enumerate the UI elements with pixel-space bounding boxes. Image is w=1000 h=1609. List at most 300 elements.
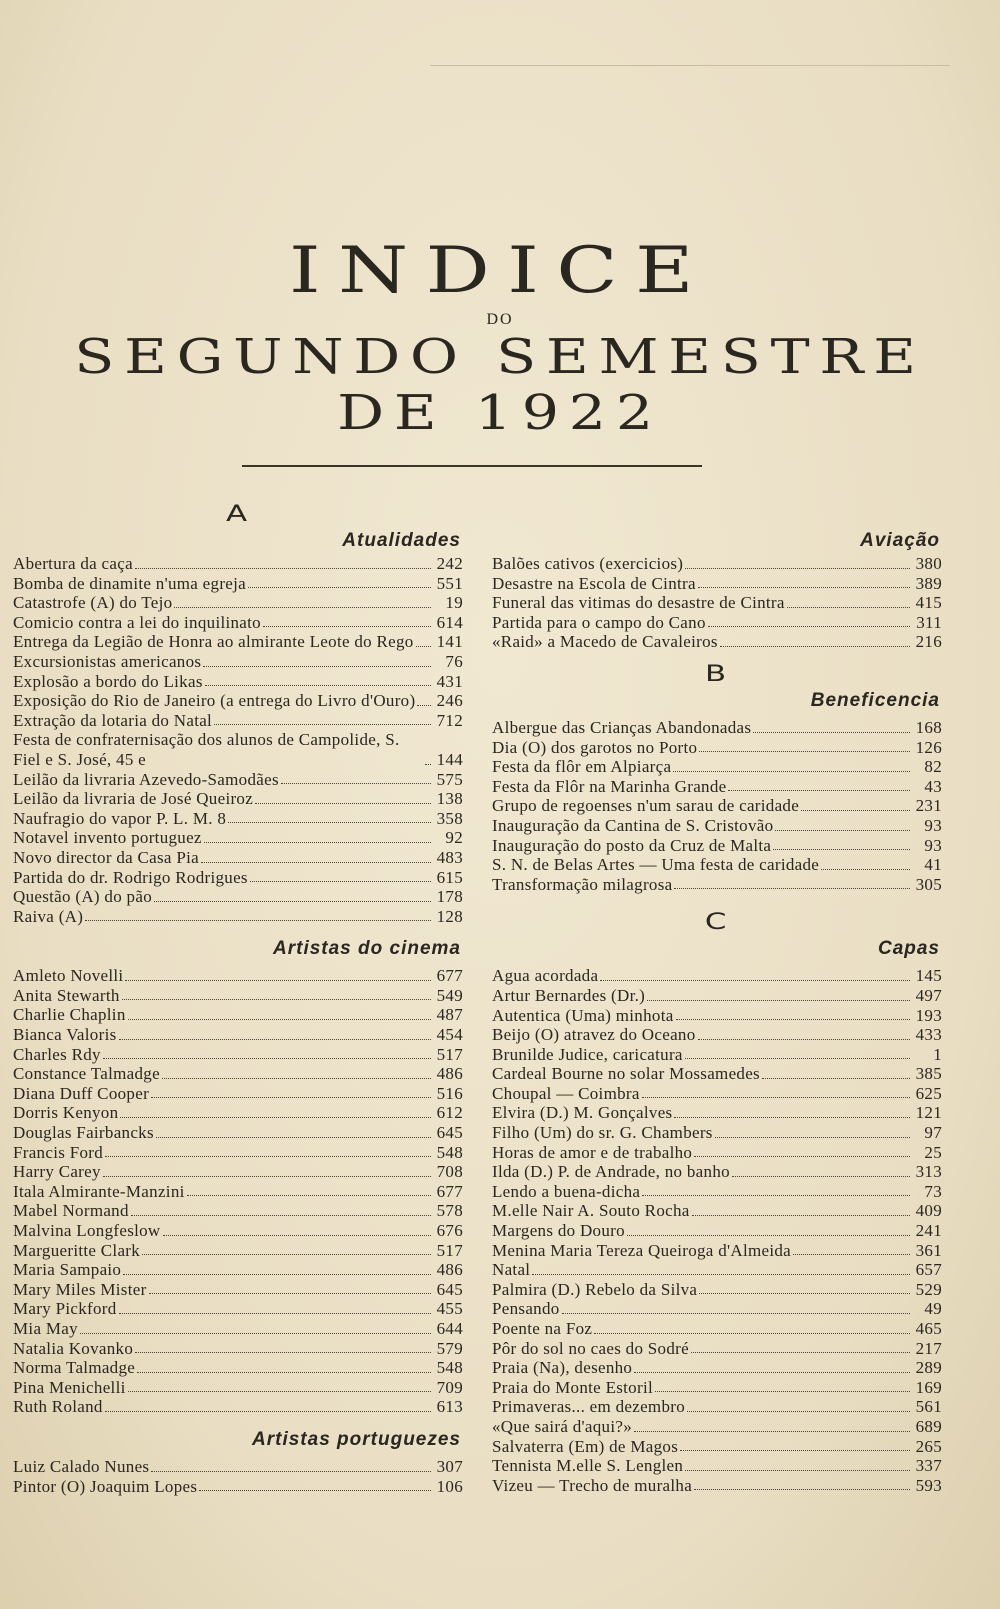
index-entry xyxy=(13,789,463,809)
leader-dots xyxy=(151,1097,431,1098)
leader-dots xyxy=(120,1117,431,1118)
entry-page-number: 389 xyxy=(915,573,942,593)
index-entry xyxy=(492,593,942,613)
leader-dots xyxy=(673,771,910,772)
index-entry xyxy=(492,554,942,574)
leader-dots xyxy=(793,1254,910,1255)
entry-title: M.elle Nair A. Souto Rocha xyxy=(492,1201,690,1221)
entry-page-number: 138 xyxy=(436,789,463,809)
index-entry xyxy=(492,816,942,836)
index-entry xyxy=(492,574,942,594)
leader-dots xyxy=(154,901,431,902)
section-heading-cinema: Artistas do cinema xyxy=(273,938,461,960)
entry-title: Catastrofe (A) do Tejo xyxy=(13,593,173,613)
index-entry xyxy=(13,1260,463,1280)
leader-dots xyxy=(685,1470,910,1471)
entry-page-number: 307 xyxy=(436,1456,463,1476)
entry-page-number: 708 xyxy=(436,1162,463,1182)
entry-title: Leilão da livraria Azevedo-Samodães xyxy=(13,769,279,789)
index-entry xyxy=(13,1397,463,1417)
entry-page-number: 358 xyxy=(436,808,463,828)
index-entry xyxy=(13,1064,463,1084)
entry-page-number: 433 xyxy=(915,1025,942,1045)
index-entry xyxy=(13,986,463,1006)
entry-page-number: 178 xyxy=(436,887,463,907)
section-heading-atualidades: Atualidades xyxy=(342,530,461,551)
section-heading-beneficencia: Beneficencia xyxy=(810,689,940,711)
entry-title: Praia do Monte Estoril xyxy=(492,1377,653,1397)
entry-page-number: 385 xyxy=(915,1064,942,1084)
leader-dots xyxy=(655,1391,910,1392)
entry-page-number: 712 xyxy=(436,710,463,730)
entry-title: Funeral das vitimas do desastre de Cintra xyxy=(492,593,785,613)
leader-dots xyxy=(103,1176,431,1177)
title-rule xyxy=(242,465,702,467)
leader-dots xyxy=(417,705,431,706)
leader-dots xyxy=(149,1293,431,1294)
entry-page-number: 614 xyxy=(436,612,463,632)
index-entry xyxy=(13,711,463,731)
entry-title: Tennista M.elle S. Lenglen xyxy=(492,1456,684,1476)
letter-heading-a: A xyxy=(226,502,250,527)
leader-dots xyxy=(85,920,431,921)
entry-page-number: 169 xyxy=(915,1377,942,1397)
entry-page-number: 25 xyxy=(924,1142,942,1162)
entry-title: Excursionistas americanos xyxy=(13,651,202,671)
entry-title: Luiz Calado Nunes xyxy=(13,1456,150,1476)
list-portuguezes xyxy=(13,1457,463,1496)
entry-title: Abertura da caça xyxy=(13,554,133,573)
entry-title: S. N. de Belas Artes — Uma festa de caridade xyxy=(492,855,820,875)
index-entry xyxy=(13,868,463,888)
leader-dots xyxy=(131,1215,431,1216)
leader-dots xyxy=(281,783,431,784)
leader-dots xyxy=(676,1019,910,1020)
entry-title: Leilão da livraria de José Queiroz xyxy=(13,789,254,809)
leader-dots xyxy=(715,1137,910,1138)
leader-dots xyxy=(600,980,910,981)
leader-dots xyxy=(103,1058,431,1059)
list-capas xyxy=(492,966,942,1495)
entry-page-number: 625 xyxy=(915,1083,942,1103)
entry-page-number: 97 xyxy=(924,1123,942,1143)
entry-title: Agua acordada xyxy=(492,966,599,986)
index-entry xyxy=(13,1280,463,1300)
section-heading-capas: Capas xyxy=(877,938,940,960)
leader-dots xyxy=(562,1313,910,1314)
index-entry xyxy=(492,1456,942,1476)
leader-dots xyxy=(801,810,910,811)
index-entry xyxy=(492,986,942,1006)
entry-title: Extração da lotaria do Natal xyxy=(13,710,213,730)
entry-title: Cardeal Bourne no solar Mossamedes xyxy=(492,1064,760,1084)
index-entry xyxy=(492,875,942,895)
index-entry xyxy=(492,1378,942,1398)
entry-title: Salvaterra (Em) de Magos xyxy=(492,1436,679,1456)
leader-dots xyxy=(694,1489,910,1490)
index-entry xyxy=(492,1103,942,1123)
index-entry xyxy=(492,1241,942,1261)
entry-page-number: 645 xyxy=(436,1279,463,1299)
index-entry xyxy=(492,1182,942,1202)
title-line-semester: SEGUNDO SEMESTRE xyxy=(74,329,926,385)
leader-dots xyxy=(594,1333,910,1334)
entry-title: Vizeu — Trecho de muralha xyxy=(492,1475,693,1495)
leader-dots xyxy=(674,1117,910,1118)
leader-dots xyxy=(687,1411,910,1412)
index-entry xyxy=(492,1162,942,1182)
leader-dots xyxy=(214,724,431,725)
entry-page-number: 144 xyxy=(436,749,463,769)
entry-page-number: 242 xyxy=(436,554,463,573)
index-entry xyxy=(492,796,942,816)
entry-page-number: 241 xyxy=(915,1221,942,1241)
entry-page-number: 549 xyxy=(436,985,463,1005)
entry-title: Natal xyxy=(492,1260,531,1280)
entry-page-number: 677 xyxy=(436,1181,463,1201)
index-entry xyxy=(13,1457,463,1477)
index-entry xyxy=(492,1123,942,1143)
entry-page-number: 92 xyxy=(445,828,463,848)
entry-title: Anita Stewarth xyxy=(13,985,120,1005)
entry-title: Bomba de dinamite n'uma egreja xyxy=(13,573,246,593)
top-rule xyxy=(430,65,950,66)
index-entry xyxy=(13,828,463,848)
index-entry xyxy=(13,809,463,829)
index-entry xyxy=(13,1241,463,1261)
leader-dots xyxy=(698,1039,910,1040)
leader-dots xyxy=(187,1195,431,1196)
right-column xyxy=(492,502,942,1495)
entry-page-number: 465 xyxy=(915,1319,942,1338)
leader-dots xyxy=(425,764,431,765)
entry-title: Norma Talmadge xyxy=(13,1358,136,1378)
page-title: INDICE xyxy=(289,234,711,308)
index-entry xyxy=(492,1201,942,1221)
entry-page-number: 409 xyxy=(915,1201,942,1221)
entry-page-number: 93 xyxy=(924,815,942,835)
leader-dots xyxy=(151,1471,431,1472)
entry-title: Douglas Fairbancks xyxy=(13,1123,154,1143)
index-entry xyxy=(13,770,463,790)
index-entry xyxy=(492,836,942,856)
index-entry xyxy=(13,966,463,986)
index-entry xyxy=(492,1358,942,1378)
leader-dots xyxy=(263,626,431,627)
index-entry xyxy=(13,730,463,769)
entry-title: Notavel invento portuguez xyxy=(13,828,202,848)
entry-page-number: 128 xyxy=(436,906,463,926)
entry-title: Balões cativos (exercicios) xyxy=(492,554,684,573)
entry-title: Raiva (A) xyxy=(13,906,84,926)
entry-title: Inauguração do posto da Cruz de Malta xyxy=(492,835,772,855)
index-entry xyxy=(492,1084,942,1104)
entry-title: Mabel Normand xyxy=(13,1201,129,1221)
index-entry xyxy=(13,887,463,907)
entry-page-number: 645 xyxy=(436,1123,463,1143)
left-column xyxy=(13,502,463,1496)
leader-dots xyxy=(685,1058,910,1059)
index-entry xyxy=(13,574,463,594)
leader-dots xyxy=(691,1352,910,1353)
entry-title: Malvina Longfeslow xyxy=(13,1221,161,1240)
entry-title: Autentica (Uma) minhota xyxy=(492,1005,674,1025)
index-entry xyxy=(492,1437,942,1457)
leader-dots xyxy=(627,1235,910,1236)
leader-dots xyxy=(248,587,431,588)
index-entry xyxy=(13,1319,463,1339)
index-entry xyxy=(492,632,942,652)
leader-dots xyxy=(787,607,910,608)
index-entry xyxy=(492,1143,942,1163)
entry-page-number: 657 xyxy=(915,1260,942,1280)
leader-dots xyxy=(199,1490,431,1491)
leader-dots xyxy=(142,1254,431,1255)
entry-page-number: 168 xyxy=(915,717,942,737)
entry-page-number: 561 xyxy=(915,1397,942,1417)
leader-dots xyxy=(642,1195,910,1196)
entry-title: Mary Pickford xyxy=(13,1299,117,1319)
leader-dots xyxy=(123,1274,431,1275)
leader-dots xyxy=(685,568,910,569)
leader-dots xyxy=(119,1313,431,1314)
entry-title: Mary Miles Mister xyxy=(13,1279,147,1299)
entry-page-number: 289 xyxy=(915,1358,942,1378)
index-entry xyxy=(13,848,463,868)
index-entry xyxy=(492,1280,942,1300)
leader-dots xyxy=(203,666,431,667)
leader-dots xyxy=(156,1137,431,1138)
entry-title: Entrega da Legião de Honra ao almirante Leote do Rego xyxy=(13,632,414,652)
index-entry xyxy=(492,613,942,633)
entry-page-number: 644 xyxy=(436,1318,463,1338)
index-entry xyxy=(13,1201,463,1221)
entry-page-number: 216 xyxy=(915,632,942,652)
entry-page-number: 126 xyxy=(915,737,942,757)
list-cinema xyxy=(13,966,463,1417)
entry-title: Poente na Foz xyxy=(492,1319,593,1338)
entry-page-number: 82 xyxy=(924,757,942,777)
index-entry xyxy=(492,1221,942,1241)
leader-dots xyxy=(201,862,431,863)
leader-dots xyxy=(634,1431,910,1432)
entry-page-number: 217 xyxy=(915,1338,942,1358)
index-entry xyxy=(492,966,942,986)
leader-dots xyxy=(732,1176,910,1177)
entry-page-number: 612 xyxy=(436,1103,463,1123)
index-entry xyxy=(13,1005,463,1025)
entry-title: Maria Sampaio xyxy=(13,1260,122,1280)
index-entry xyxy=(13,1477,463,1497)
entry-page-number: 49 xyxy=(924,1299,942,1319)
entry-title: Constance Talmadge xyxy=(13,1064,160,1084)
entry-title: Primaveras... em dezembro xyxy=(492,1397,686,1417)
entry-page-number: 551 xyxy=(436,573,463,593)
entry-title: Charles Rdy xyxy=(13,1044,101,1064)
leader-dots xyxy=(128,1019,431,1020)
entry-page-number: 43 xyxy=(924,776,942,796)
index-entry xyxy=(13,1358,463,1378)
index-entry xyxy=(492,1006,942,1026)
index-entry xyxy=(13,554,463,574)
index-entry xyxy=(492,757,942,777)
entry-page-number: 483 xyxy=(436,847,463,867)
leader-dots xyxy=(163,1235,431,1236)
leader-dots xyxy=(674,888,910,889)
entry-page-number: 121 xyxy=(915,1103,942,1123)
entry-title: Harry Carey xyxy=(13,1162,101,1182)
entry-page-number: 486 xyxy=(436,1260,463,1280)
entry-page-number: 486 xyxy=(436,1064,463,1084)
index-entry xyxy=(492,718,942,738)
entry-page-number: 361 xyxy=(915,1240,942,1260)
leader-dots xyxy=(105,1411,431,1412)
entry-title: Filho (Um) do sr. G. Chambers xyxy=(492,1123,713,1143)
entry-title: Festa da flôr em Alpiarça xyxy=(492,757,672,777)
entry-title: Amleto Novelli xyxy=(13,966,124,986)
entry-title: Charlie Chaplin xyxy=(13,1005,126,1025)
entry-page-number: 313 xyxy=(915,1162,942,1182)
leader-dots xyxy=(642,1097,910,1098)
leader-dots xyxy=(680,1450,910,1451)
entry-title: Questão (A) do pão xyxy=(13,887,153,907)
entry-title: Desastre na Escola de Cintra xyxy=(492,573,696,593)
index-entry xyxy=(13,1045,463,1065)
entry-title: Margens do Douro xyxy=(492,1221,625,1241)
entry-title: Albergue das Crianças Abandonadas xyxy=(492,717,752,737)
letter-heading-b: B xyxy=(705,661,729,687)
entry-page-number: 517 xyxy=(436,1044,463,1064)
list-aviacao xyxy=(492,554,942,652)
entry-page-number: 311 xyxy=(916,612,942,632)
entry-title: Margueritte Clark xyxy=(13,1240,141,1260)
entry-page-number: 246 xyxy=(436,691,463,711)
index-entry xyxy=(13,1221,463,1241)
leader-dots xyxy=(775,830,910,831)
index-entry xyxy=(13,1299,463,1319)
index-entry xyxy=(13,691,463,711)
entry-page-number: 73 xyxy=(924,1181,942,1201)
title-connector: DO xyxy=(486,311,514,328)
leader-dots xyxy=(204,842,431,843)
leader-dots xyxy=(137,1372,431,1373)
entry-page-number: 689 xyxy=(915,1416,942,1436)
section-heading-portuguezes: Artistas portuguezes xyxy=(252,1428,461,1450)
entry-title: Festa da Flôr na Marinha Grande xyxy=(492,776,727,796)
index-entry xyxy=(492,1397,942,1417)
entry-page-number: 613 xyxy=(436,1397,463,1417)
entry-title: Dia (O) dos garotos no Porto xyxy=(492,737,698,757)
entry-page-number: 93 xyxy=(924,835,942,855)
entry-title: Praia (Na), desenho xyxy=(492,1358,633,1378)
entry-title: Novo director da Casa Pia xyxy=(13,847,199,867)
entry-title: Francis Ford xyxy=(13,1142,104,1162)
entry-page-number: 517 xyxy=(436,1240,463,1260)
entry-title: Naufragio do vapor P. L. M. 8 xyxy=(13,808,227,828)
leader-dots xyxy=(699,751,910,752)
index-entry xyxy=(13,652,463,672)
leader-dots xyxy=(532,1274,910,1275)
leader-dots xyxy=(135,1352,431,1353)
leader-dots xyxy=(128,1391,431,1392)
leader-dots xyxy=(162,1078,431,1079)
entry-page-number: 380 xyxy=(915,554,942,573)
leader-dots xyxy=(80,1333,431,1334)
entry-page-number: 455 xyxy=(436,1299,463,1319)
leader-dots xyxy=(105,1156,431,1157)
title-line-year: DE 1922 xyxy=(337,385,663,441)
entry-page-number: 41 xyxy=(924,855,942,875)
index-entry xyxy=(492,1339,942,1359)
index-entry xyxy=(13,1182,463,1202)
leader-dots xyxy=(647,1000,910,1001)
index-entry xyxy=(13,1103,463,1123)
leader-dots xyxy=(728,790,910,791)
entry-title: Bianca Valoris xyxy=(13,1025,117,1045)
leader-dots xyxy=(699,1293,910,1294)
index-entry xyxy=(13,1084,463,1104)
entry-page-number: 548 xyxy=(436,1142,463,1162)
entry-title: Pôr do sol no caes do Sodré xyxy=(492,1338,689,1358)
leader-dots xyxy=(762,1078,910,1079)
leader-dots xyxy=(228,822,431,823)
entry-page-number: 548 xyxy=(436,1358,463,1378)
entry-page-number: 1 xyxy=(933,1044,942,1064)
entry-title: Mia May xyxy=(13,1318,78,1338)
entry-title: Pina Menichelli xyxy=(13,1377,126,1397)
index-entry xyxy=(13,593,463,613)
index-entry xyxy=(13,632,463,652)
index-entry xyxy=(13,1339,463,1359)
index-entry xyxy=(492,1417,942,1437)
list-beneficencia xyxy=(492,718,942,894)
entry-page-number: 305 xyxy=(915,874,942,894)
entry-title: «Raid» a Macedo de Cavaleiros xyxy=(492,632,718,652)
entry-title: Horas de amor e de trabalho xyxy=(492,1142,693,1162)
index-entry xyxy=(492,1299,942,1319)
entry-title: Elvira (D.) M. Gonçalves xyxy=(492,1103,673,1123)
entry-page-number: 575 xyxy=(436,769,463,789)
entry-page-number: 454 xyxy=(436,1025,463,1045)
entry-title: Artur Bernardes (Dr.) xyxy=(492,985,646,1005)
section-heading-aviacao: Aviação xyxy=(860,530,940,551)
entry-title: Grupo de regoenses n'um sarau de caridade xyxy=(492,796,800,816)
index-entry xyxy=(492,1476,942,1496)
leader-dots xyxy=(255,803,431,804)
entry-page-number: 337 xyxy=(915,1456,942,1476)
entry-page-number: 615 xyxy=(436,867,463,887)
index-entry xyxy=(13,1123,463,1143)
entry-title: Ilda (D.) P. de Andrade, no banho xyxy=(492,1162,730,1182)
leader-dots xyxy=(773,849,910,850)
entry-page-number: 106 xyxy=(436,1476,463,1496)
index-entry xyxy=(13,672,463,692)
leader-dots xyxy=(698,587,910,588)
entry-page-number: 231 xyxy=(915,796,942,816)
entry-page-number: 76 xyxy=(445,651,463,671)
index-entry xyxy=(13,1378,463,1398)
entry-page-number: 677 xyxy=(436,966,463,986)
index-entry xyxy=(492,777,942,797)
entry-title: Inauguração da Cantina de S. Cristovão xyxy=(492,815,774,835)
entry-title: Lendo a buena-dicha xyxy=(492,1181,641,1201)
entry-page-number: 578 xyxy=(436,1201,463,1221)
index-entry xyxy=(492,1045,942,1065)
index-entry xyxy=(492,1260,942,1280)
entry-page-number: 145 xyxy=(915,966,942,986)
index-entry xyxy=(492,738,942,758)
entry-page-number: 497 xyxy=(915,985,942,1005)
